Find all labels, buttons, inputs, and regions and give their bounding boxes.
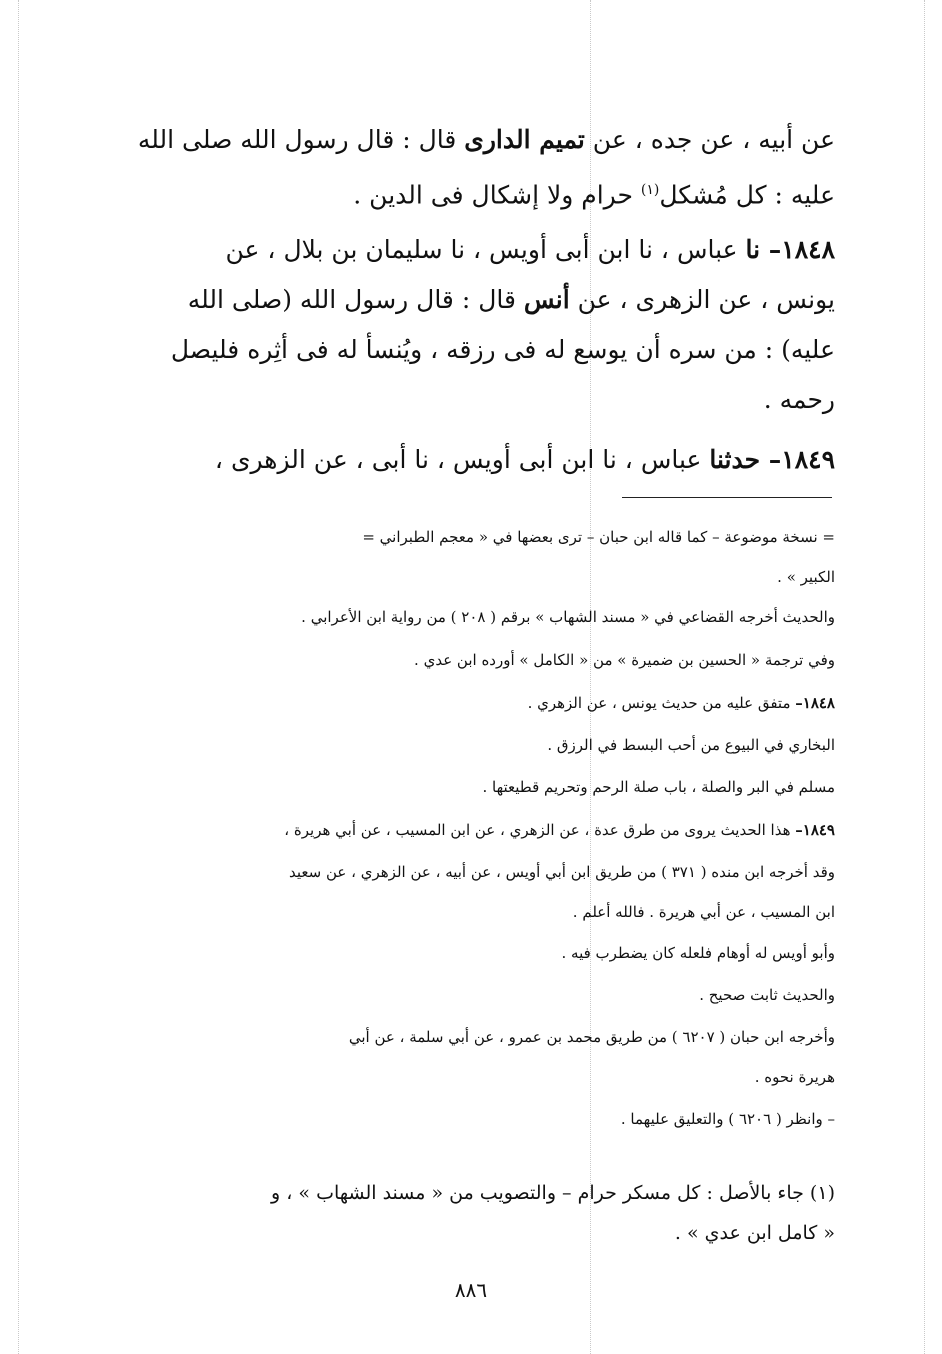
- hadith-1849-line-1: ١٨٤٩– حدثنا عباس ، نا ابن أبى أويس ، نا أبى ، عن الزهرى ،: [214, 445, 835, 474]
- hadith-1848-line-1: ١٨٤٨– نا عباس ، نا ابن أبى أويس ، نا سليمان بن بلال ، عن: [225, 235, 835, 264]
- note-line: والحديث أخرجه القضاعي في « مسند الشهاب » برقم ( ٢٠٨ ) من رواية ابن الأعرابي .: [301, 608, 835, 626]
- notes-separator: [622, 497, 832, 498]
- scan-margin-dots: [924, 0, 925, 1354]
- footnote-line-1: (١) جاء بالأصل : كل مسكر حرام – والتصويب من « مسند الشهاب » ، و: [271, 1182, 835, 1204]
- hadith-1848-line-3: عليه) : من سره أن يوسع له فى رزقه ، ويُنسأ له فى أثِره فليصل: [170, 335, 835, 364]
- note-line: هريرة نحوه .: [754, 1068, 835, 1086]
- main-line-2: عليه : كل مُشكل$^{(١)}$ حرام ولا إشكال فى الدين .: [353, 180, 835, 210]
- footnote-line-2: « كامل ابن عدي » .: [674, 1222, 835, 1244]
- note-line: وفي ترجمة « الحسين بن ضميرة » من « الكامل » أورده ابن عدي .: [414, 651, 835, 669]
- page-number: ٨٨٦: [454, 1278, 488, 1302]
- note-line: الكبير » .: [777, 568, 835, 586]
- note-line: ابن المسيب ، عن أبي هريرة . فالله أعلم .: [572, 903, 835, 921]
- note-1849: ١٨٤٩– هذا الحديث يروى من طرق عدة ، عن الزهري ، عن ابن المسيب ، عن أبي هريرة ،: [284, 821, 835, 839]
- note-line: والحديث ثابت صحيح .: [699, 986, 835, 1004]
- note-line: وأبو أويس له أوهام فلعله كان يضطرب فيه .: [561, 944, 835, 962]
- main-line-1: عن أبيه ، عن جده ، عن تميم الدارى قال : قال رسول الله صلى الله: [137, 125, 835, 154]
- hadith-1848-line-2: يونس ، عن الزهرى ، عن أنس قال : قال رسول الله (صلى الله: [187, 285, 835, 314]
- note-line: = نسخة موضوعة – كما قاله ابن حبان – ترى بعضها في « معجم الطبراني =: [362, 528, 835, 546]
- hadith-1848-line-4: رحمه .: [763, 385, 835, 414]
- footnote-marker: (١): [640, 182, 660, 198]
- note-line: وأخرجه ابن حبان ( ٦٢٠٧ ) من طريق محمد بن عمرو ، عن أبي سلمة ، عن أبي: [348, 1028, 835, 1046]
- note-line: – وانظر ( ٦٢٠٦ ) والتعليق عليهما .: [620, 1110, 835, 1128]
- note-line: البخاري في البيوع من أحب البسط في الرزق .: [547, 736, 835, 754]
- note-line: وقد أخرجه ابن منده ( ٣٧١ ) من طريق ابن أبي أويس ، عن أبيه ، عن الزهري ، عن سعيد: [289, 863, 835, 881]
- scan-margin-dots: [18, 0, 19, 1354]
- note-1848: ١٨٤٨– متفق عليه من حديث يونس ، عن الزهري .: [527, 694, 835, 712]
- note-line: مسلم في البر والصلة ، باب صلة الرحم وتحريم قطيعتها .: [482, 778, 835, 796]
